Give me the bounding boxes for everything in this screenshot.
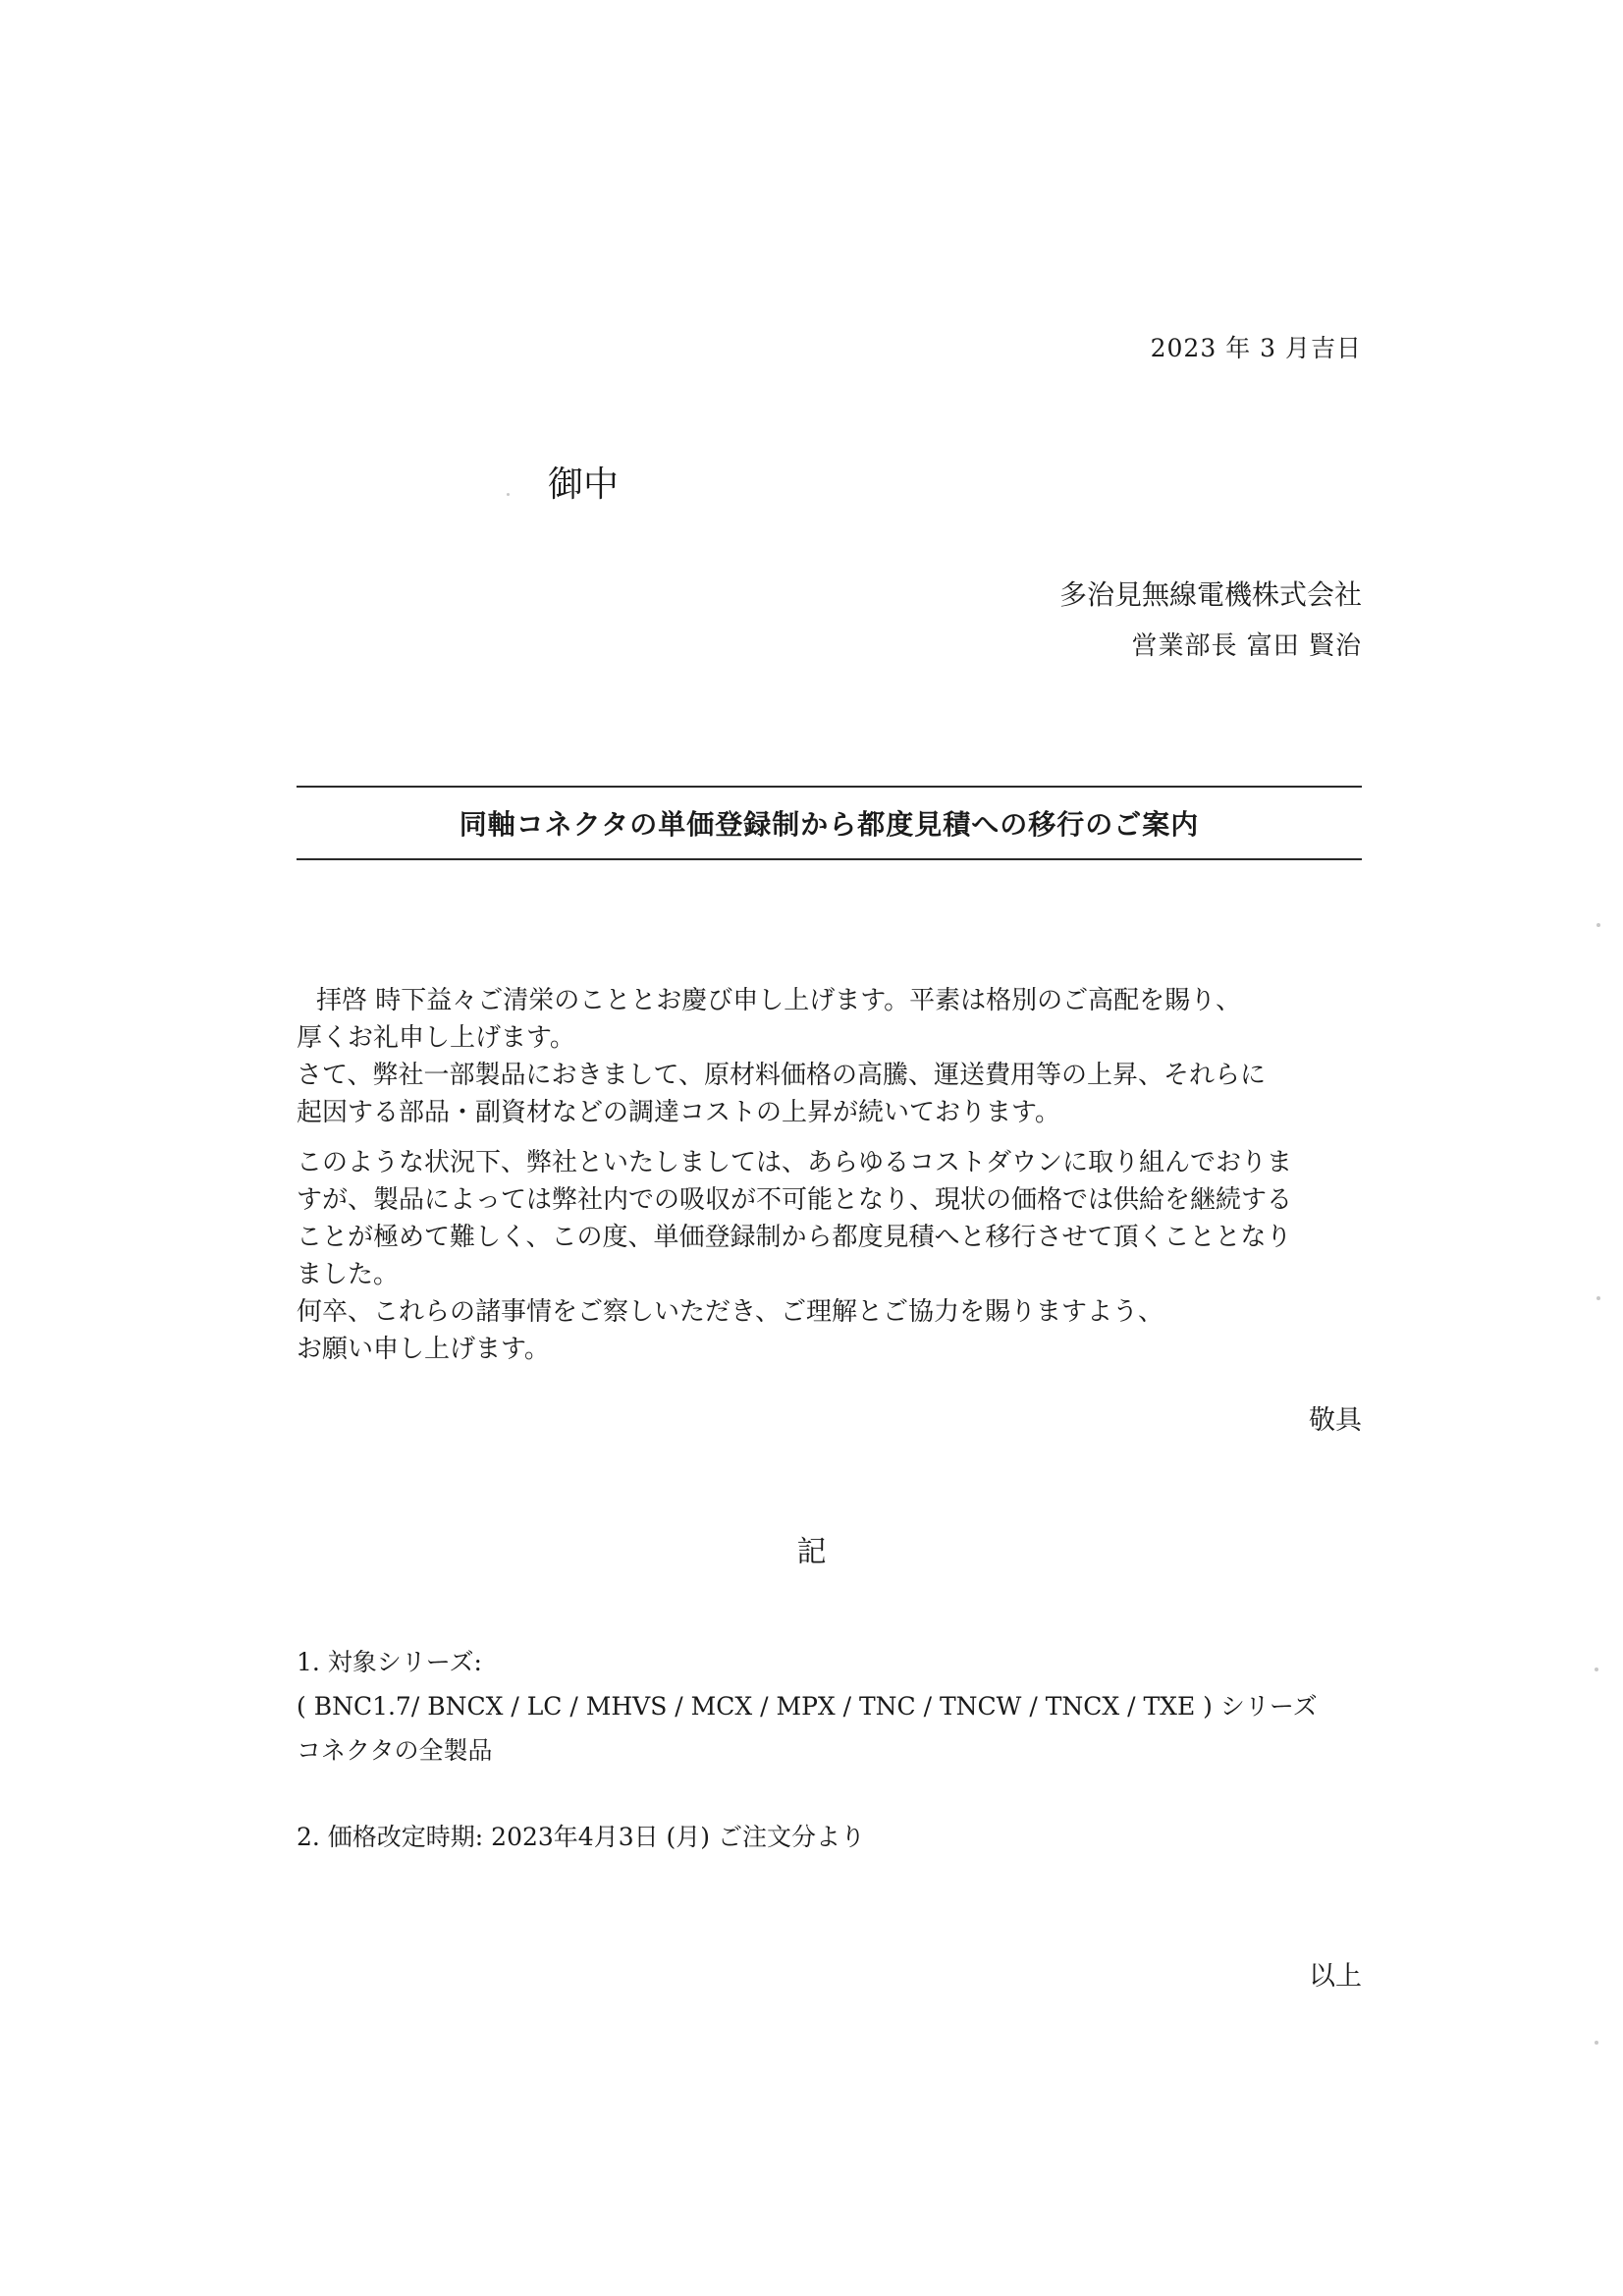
body-line: お願い申し上げます。 — [297, 1335, 550, 1364]
body-line: 何卒、これらの諸事情をご察しいただき、ご理解とご協力を賜りますよう、 — [297, 1297, 1163, 1327]
body-paragraph-1 — [297, 982, 1367, 1131]
body-line: このような状況下、弊社といたしましては、あらゆるコストダウンに取り組んでおりま — [297, 1148, 1293, 1177]
scan-speck — [1596, 923, 1600, 927]
scan-speck — [1595, 1667, 1598, 1671]
letter-date: 2023 年 3 月吉日 — [1150, 334, 1362, 362]
title-rule-bottom — [297, 858, 1362, 860]
scan-speck — [507, 493, 510, 496]
sender-officer: 営業部長 富田 賢治 — [1131, 631, 1362, 661]
closing-phrase: 敬具 — [1309, 1405, 1362, 1436]
item-line: ( BNC1.7/ BNCX / LC / MHVS / MCX / MPX / TNC / TNCW / TNCX / TXE ) シリーズ — [297, 1692, 1318, 1721]
body-line: ことが極めて難しく、この度、単価登録制から都度見積へと移行させて頂くこととなり — [297, 1223, 1292, 1252]
scan-speck — [1596, 1296, 1600, 1300]
item-line: 2. 価格改定時期: 2023年4月3日 (月) ご注文分より — [297, 1823, 866, 1851]
body-paragraph-2 — [297, 1144, 1367, 1368]
item-price-revision-date — [297, 1815, 1377, 1859]
body-line: さて、弊社一部製品におきまして、原材料価格の高騰、運送費用等の上昇、それらに — [297, 1061, 1266, 1090]
body-line: 厚くお礼申し上げます。 — [297, 1023, 575, 1053]
item-target-series — [297, 1640, 1377, 1773]
letter-title: 同軸コネクタの単価登録制から都度見積への移行のご案内 — [459, 808, 1200, 841]
sender-company: 多治見無線電機株式会社 — [1058, 578, 1362, 611]
body-line: すが、製品によっては弊社内での吸収が不可能となり、現状の価格では供給を継続する — [297, 1185, 1293, 1215]
recipient-line: 御中 — [548, 465, 620, 505]
body-line: 起因する部品・副資材などの調達コストの上昇が続いております。 — [297, 1098, 1060, 1127]
ki-heading: 記 — [796, 1535, 827, 1569]
scan-speck — [1595, 2041, 1598, 2045]
title-rule-top — [297, 786, 1362, 788]
body-line: ました。 — [297, 1260, 400, 1289]
end-mark: 以上 — [1309, 1961, 1362, 1992]
item-line: コネクタの全製品 — [297, 1736, 493, 1765]
item-line: 1. 対象シリーズ: — [297, 1648, 482, 1676]
body-line: 拝啓 時下益々ご清栄のこととお慶び申し上げます。平素は格別のご高配を賜り、 — [316, 986, 1242, 1015]
